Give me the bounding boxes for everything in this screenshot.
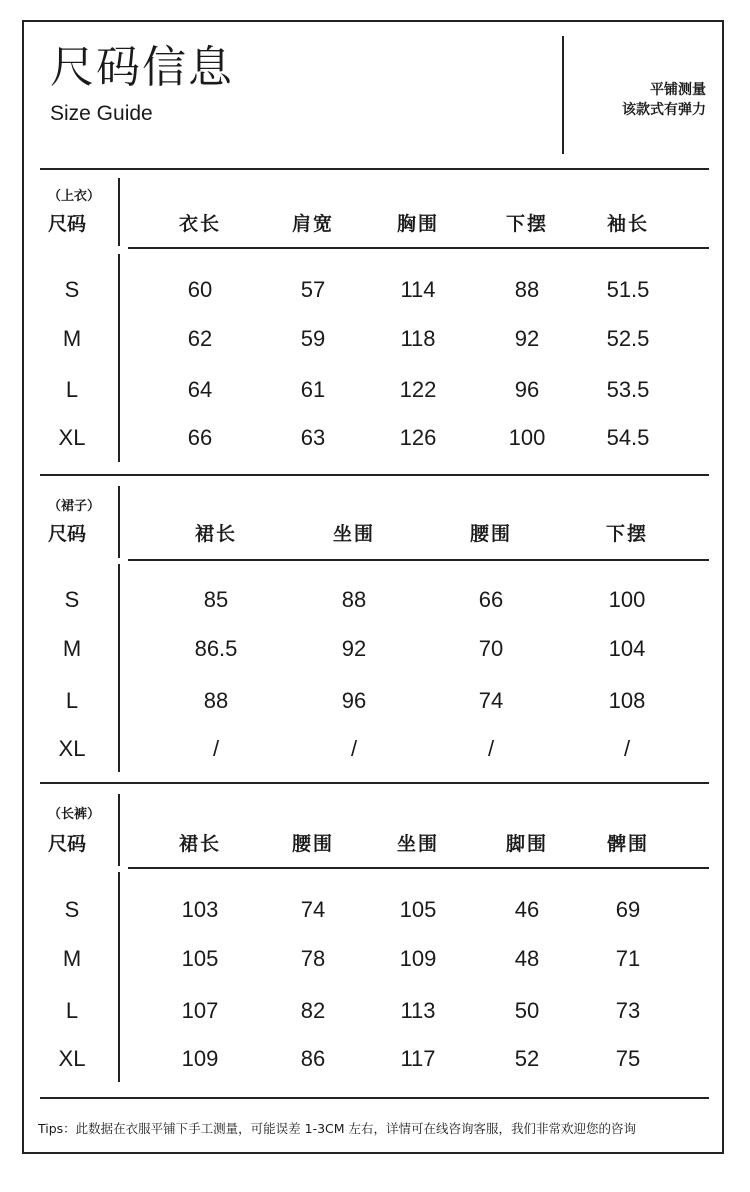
size-value: 69	[615, 897, 641, 922]
size-value: 92	[514, 326, 540, 351]
top-body-divider	[118, 254, 120, 462]
size-value: 114	[400, 277, 436, 302]
top-col-header: 肩宽	[291, 213, 334, 235]
top-col-header: 下摆	[505, 213, 548, 235]
size-value: 52.5	[606, 326, 650, 351]
size-value: 78	[300, 946, 326, 971]
top-section-label: 尺码	[48, 213, 87, 235]
size-value: 88	[203, 688, 229, 713]
size-value: 59	[300, 326, 326, 351]
size-value: /	[623, 736, 631, 761]
size-label: M	[62, 636, 82, 661]
size-value: /	[487, 736, 495, 761]
skirt-header-underline	[128, 559, 709, 561]
skirt-col-header: 坐围	[332, 523, 375, 545]
size-value: 86	[300, 1046, 326, 1071]
size-value: 74	[478, 688, 504, 713]
pants-col-header: 坐围	[396, 833, 439, 855]
pants-header-underline	[128, 867, 709, 869]
size-label: S	[64, 277, 80, 302]
size-value: 64	[187, 377, 213, 402]
size-value: /	[350, 736, 358, 761]
size-value: 53.5	[606, 377, 650, 402]
pants-col-header: 裙长	[178, 833, 221, 855]
size-value: 109	[181, 1046, 219, 1071]
skirt-body-divider	[118, 564, 120, 772]
size-value: 126	[399, 425, 437, 450]
size-value: 117	[400, 1046, 436, 1071]
skirt-col-header: 下摆	[605, 523, 648, 545]
page-title: 尺码信息	[50, 42, 234, 93]
size-value: 51.5	[606, 277, 650, 302]
size-value: 118	[400, 326, 436, 351]
size-value: 57	[300, 277, 326, 302]
size-label: S	[64, 587, 80, 612]
size-value: 62	[187, 326, 213, 351]
size-value: 107	[181, 998, 219, 1023]
size-value: 70	[478, 636, 504, 661]
size-value: 66	[478, 587, 504, 612]
size-value: 60	[187, 277, 213, 302]
size-value: 50	[514, 998, 540, 1023]
top-col-header: 衣长	[178, 213, 221, 235]
size-value: 113	[400, 998, 436, 1023]
measure-note	[622, 80, 706, 120]
frame-right-line	[722, 20, 724, 1154]
pants-col-header: 脚围	[505, 833, 548, 855]
size-value: 103	[181, 897, 219, 922]
size-value: 54.5	[606, 425, 650, 450]
pants-body-divider	[118, 872, 120, 1082]
size-value: 109	[399, 946, 437, 971]
pants-size-table	[40, 784, 709, 1096]
size-label: M	[62, 326, 82, 351]
size-label: S	[64, 897, 80, 922]
size-value: 122	[399, 377, 437, 402]
skirt-section-tag: （裙子）	[48, 499, 101, 514]
size-value: 52	[514, 1046, 540, 1071]
size-label: L	[65, 688, 79, 713]
size-value: 100	[508, 425, 546, 450]
size-value: 105	[181, 946, 219, 971]
size-value: 66	[187, 425, 213, 450]
size-value: 73	[615, 998, 641, 1023]
size-value: 100	[608, 587, 646, 612]
size-value: 92	[341, 636, 367, 661]
size-label: XL	[58, 425, 86, 450]
size-value: 48	[514, 946, 540, 971]
size-value: 74	[300, 897, 326, 922]
header-divider	[562, 36, 564, 154]
pants-section-tag: （长裤）	[48, 807, 101, 822]
size-value: 108	[608, 688, 646, 713]
size-label: XL	[58, 736, 86, 761]
tips-text: Tips：此数据在衣服平铺下手工测量，可能误差 1-3CM 左右，详情可在线咨询客服，我们非常欢迎您的咨询	[38, 1121, 637, 1136]
top-header-divider	[118, 178, 120, 246]
size-value: 61	[300, 377, 326, 402]
size-label: L	[65, 998, 79, 1023]
top-col-header: 袖长	[606, 213, 649, 235]
size-value: 75	[615, 1046, 641, 1071]
frame-top-line	[22, 20, 724, 22]
pants-col-header: 髀围	[606, 833, 649, 855]
size-value: 105	[399, 897, 437, 922]
size-value: 88	[514, 277, 540, 302]
page-subtitle: Size Guide	[50, 102, 153, 125]
size-value: 96	[341, 688, 367, 713]
skirt-header-divider	[118, 486, 120, 558]
top-header-underline	[128, 247, 709, 249]
top-size-table	[40, 170, 709, 474]
frame-bottom-line	[22, 1152, 724, 1154]
top-col-header: 胸围	[396, 213, 439, 235]
size-value: 86.5	[194, 636, 238, 661]
size-value: 46	[514, 897, 540, 922]
size-value: 104	[608, 636, 646, 661]
size-label: XL	[58, 1046, 86, 1071]
size-value: 96	[514, 377, 540, 402]
size-label: M	[62, 946, 82, 971]
tips-top-line	[40, 1097, 709, 1099]
size-value: 88	[341, 587, 367, 612]
size-value: 71	[615, 946, 641, 971]
size-value: 82	[300, 998, 326, 1023]
pants-section-label: 尺码	[48, 833, 87, 855]
pants-header-divider	[118, 794, 120, 866]
skirt-col-header: 裙长	[194, 523, 237, 545]
pants-col-header: 腰围	[291, 833, 334, 855]
size-value: /	[212, 736, 220, 761]
skirt-col-header: 腰围	[469, 523, 512, 545]
top-section-tag: （上衣）	[48, 189, 101, 204]
measure-note-line2: 该款式有弹力	[622, 102, 706, 118]
size-value: 85	[203, 587, 229, 612]
size-label: L	[65, 377, 79, 402]
size-value: 63	[300, 425, 326, 450]
skirt-size-table	[40, 476, 709, 782]
measure-note-line1: 平铺测量	[650, 82, 706, 98]
skirt-section-label: 尺码	[48, 523, 87, 545]
frame-left-line	[22, 20, 24, 1154]
